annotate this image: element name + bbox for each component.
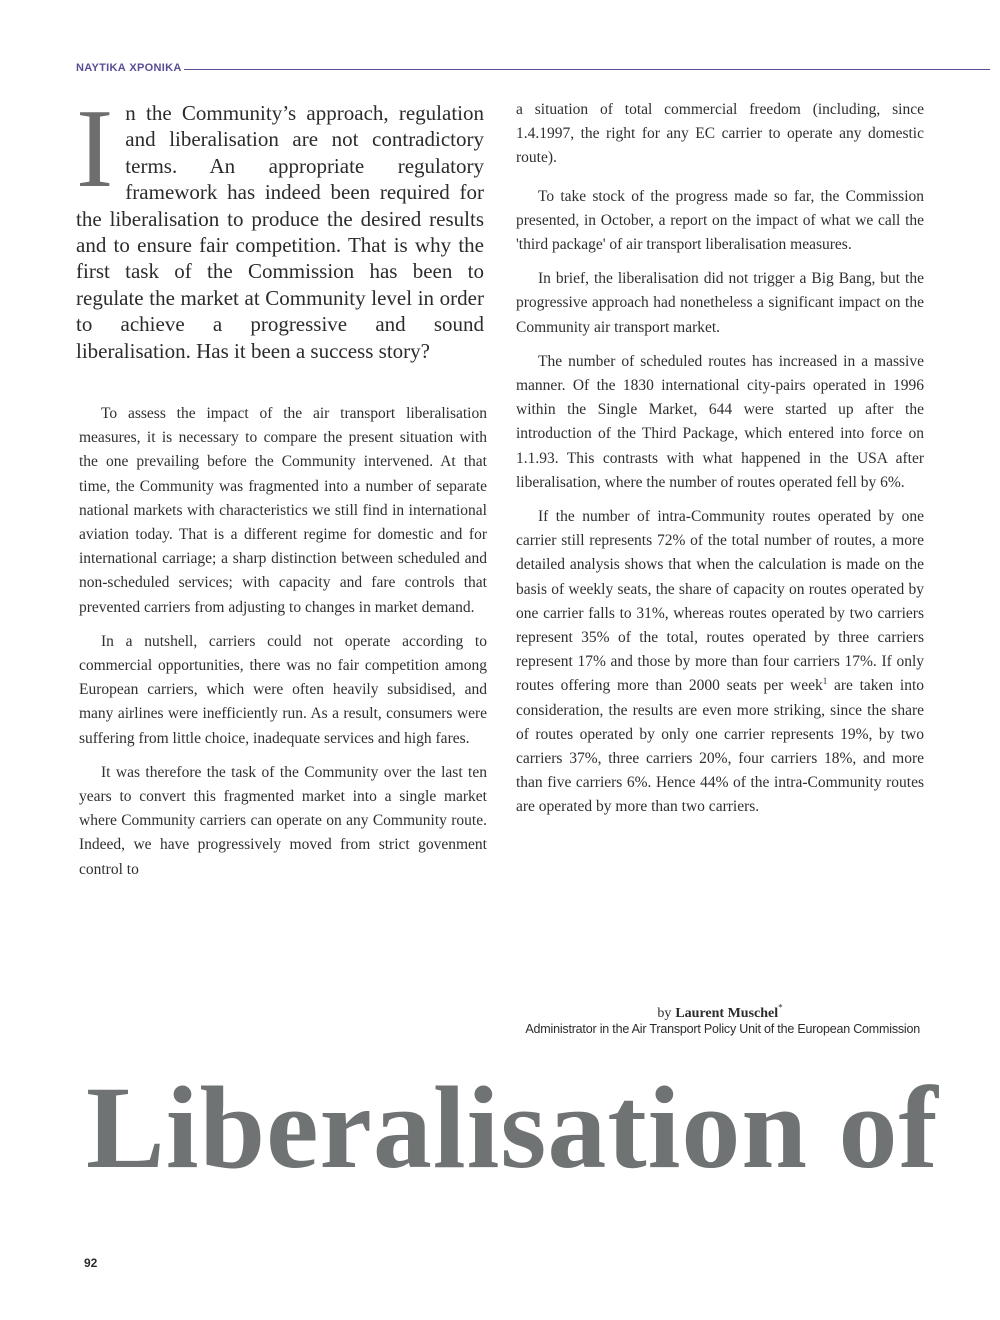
byline bbox=[520, 1004, 920, 1022]
author-affiliation: Administrator in the Air Transport Policy Unit of the European Commission bbox=[525, 1022, 920, 1036]
drop-cap: I bbox=[76, 87, 114, 211]
body-paragraph: The number of scheduled routes has increased in a massive manner. Of the 1830 international city-pairs operated in 1996 within the Single Market, 644 were started up after the introduction of the Third Package, which entered into force on 1.1.93. This contrasts with what happened in the USA after liberalisation, where the number of routes operated fell by 6%. bbox=[516, 352, 924, 491]
header-rule bbox=[184, 69, 990, 70]
body-paragraph: In brief, the liberalisation did not trigger a Big Bang, but the progressive approach had nonetheless a significant impact on the Community air transport market. bbox=[516, 270, 924, 336]
intro-text: n the Community’s approach, regulation and liberalisation are not contradictory terms. An appropriate regulatory framework has indeed been required for the liberalisation to produce the desired results and to ensure fair competition. That is why the first task of the Commission has been to regulate the market at Community level in order to achieve a progressive and sound liberalisation. Has it been a success story? bbox=[76, 101, 484, 363]
right-column bbox=[516, 98, 924, 830]
body-text: are taken into consideration, the results are even more striking, since the share of routes operated by only one carrier represents 19%, by two carriers 37%, three carriers 20%, four carriers 18%, and more than five carriers 6%. Hence 44% of the intra-Community routes are operated by more than two carriers. bbox=[516, 677, 924, 816]
intro-paragraph bbox=[76, 87, 484, 364]
body-paragraph: In a nutshell, carriers could not operate according to commercial opportunities, there was no fair competition among European carriers, which were often heavily subsidised, and many airlines were inefficiently run. As a result, consumers were suffering from little choice, inadequate services and high fares. bbox=[79, 632, 487, 747]
body-paragraph: To take stock of the progress made so far, the Commission presented, in October, a report on the impact of what we call the 'third package' of air transport liberalisation measures. bbox=[516, 187, 924, 254]
byline-by: by bbox=[657, 1006, 672, 1021]
page-number: 92 bbox=[84, 1256, 98, 1270]
continued-paragraph: a situation of total commercial freedom (including, since 1.4.1997, the right for any EC carrier to operate any domestic route). bbox=[516, 101, 924, 167]
body-paragraph: To assess the impact of the air transport liberalisation measures, it is necessary to compare the present situation with the one prevailing before the Community intervened. At that time, the Community was fragmented into a number of separate national markets with characteristics we still find in international aviation today. That is a different regime for domestic and for international carriage; a sharp distinction between scheduled and non-scheduled services; with capacity and fare controls that prevented carriers from adjusting to changes in market demand. bbox=[79, 405, 487, 616]
article-title: Liberalisation of bbox=[86, 1062, 939, 1193]
body-paragraph: It was therefore the task of the Community over the last ten years to convert this fragmented market into a single market where Community carriers can operate on any Community route. Indeed, we have progressively moved from strict govenment control to bbox=[79, 763, 487, 878]
body-text: If the number of intra-Community routes operated by one carrier still represents 72% of the total number of routes, a more detailed analysis shows that when the calculation is made on the basis of weekly seats, the share of capacity on routes operated by one carrier falls to 31%, whereas routes operated by two carriers represent 35% of the total, routes operated by three carriers represent 17% and those by more than four carriers 17%. If only routes offering more than 2000 seats per week bbox=[516, 508, 924, 695]
left-column bbox=[79, 402, 487, 892]
body-paragraph bbox=[516, 505, 924, 820]
footnote-marker: 1 bbox=[822, 676, 828, 687]
running-header bbox=[76, 62, 990, 78]
author-name: Laurent Muschel bbox=[675, 1006, 779, 1021]
publication-name: ΝΑΥΤΙΚΑ ΧΡΟΝΙΚΑ bbox=[76, 62, 182, 74]
author-footnote-mark: * bbox=[778, 1002, 783, 1013]
